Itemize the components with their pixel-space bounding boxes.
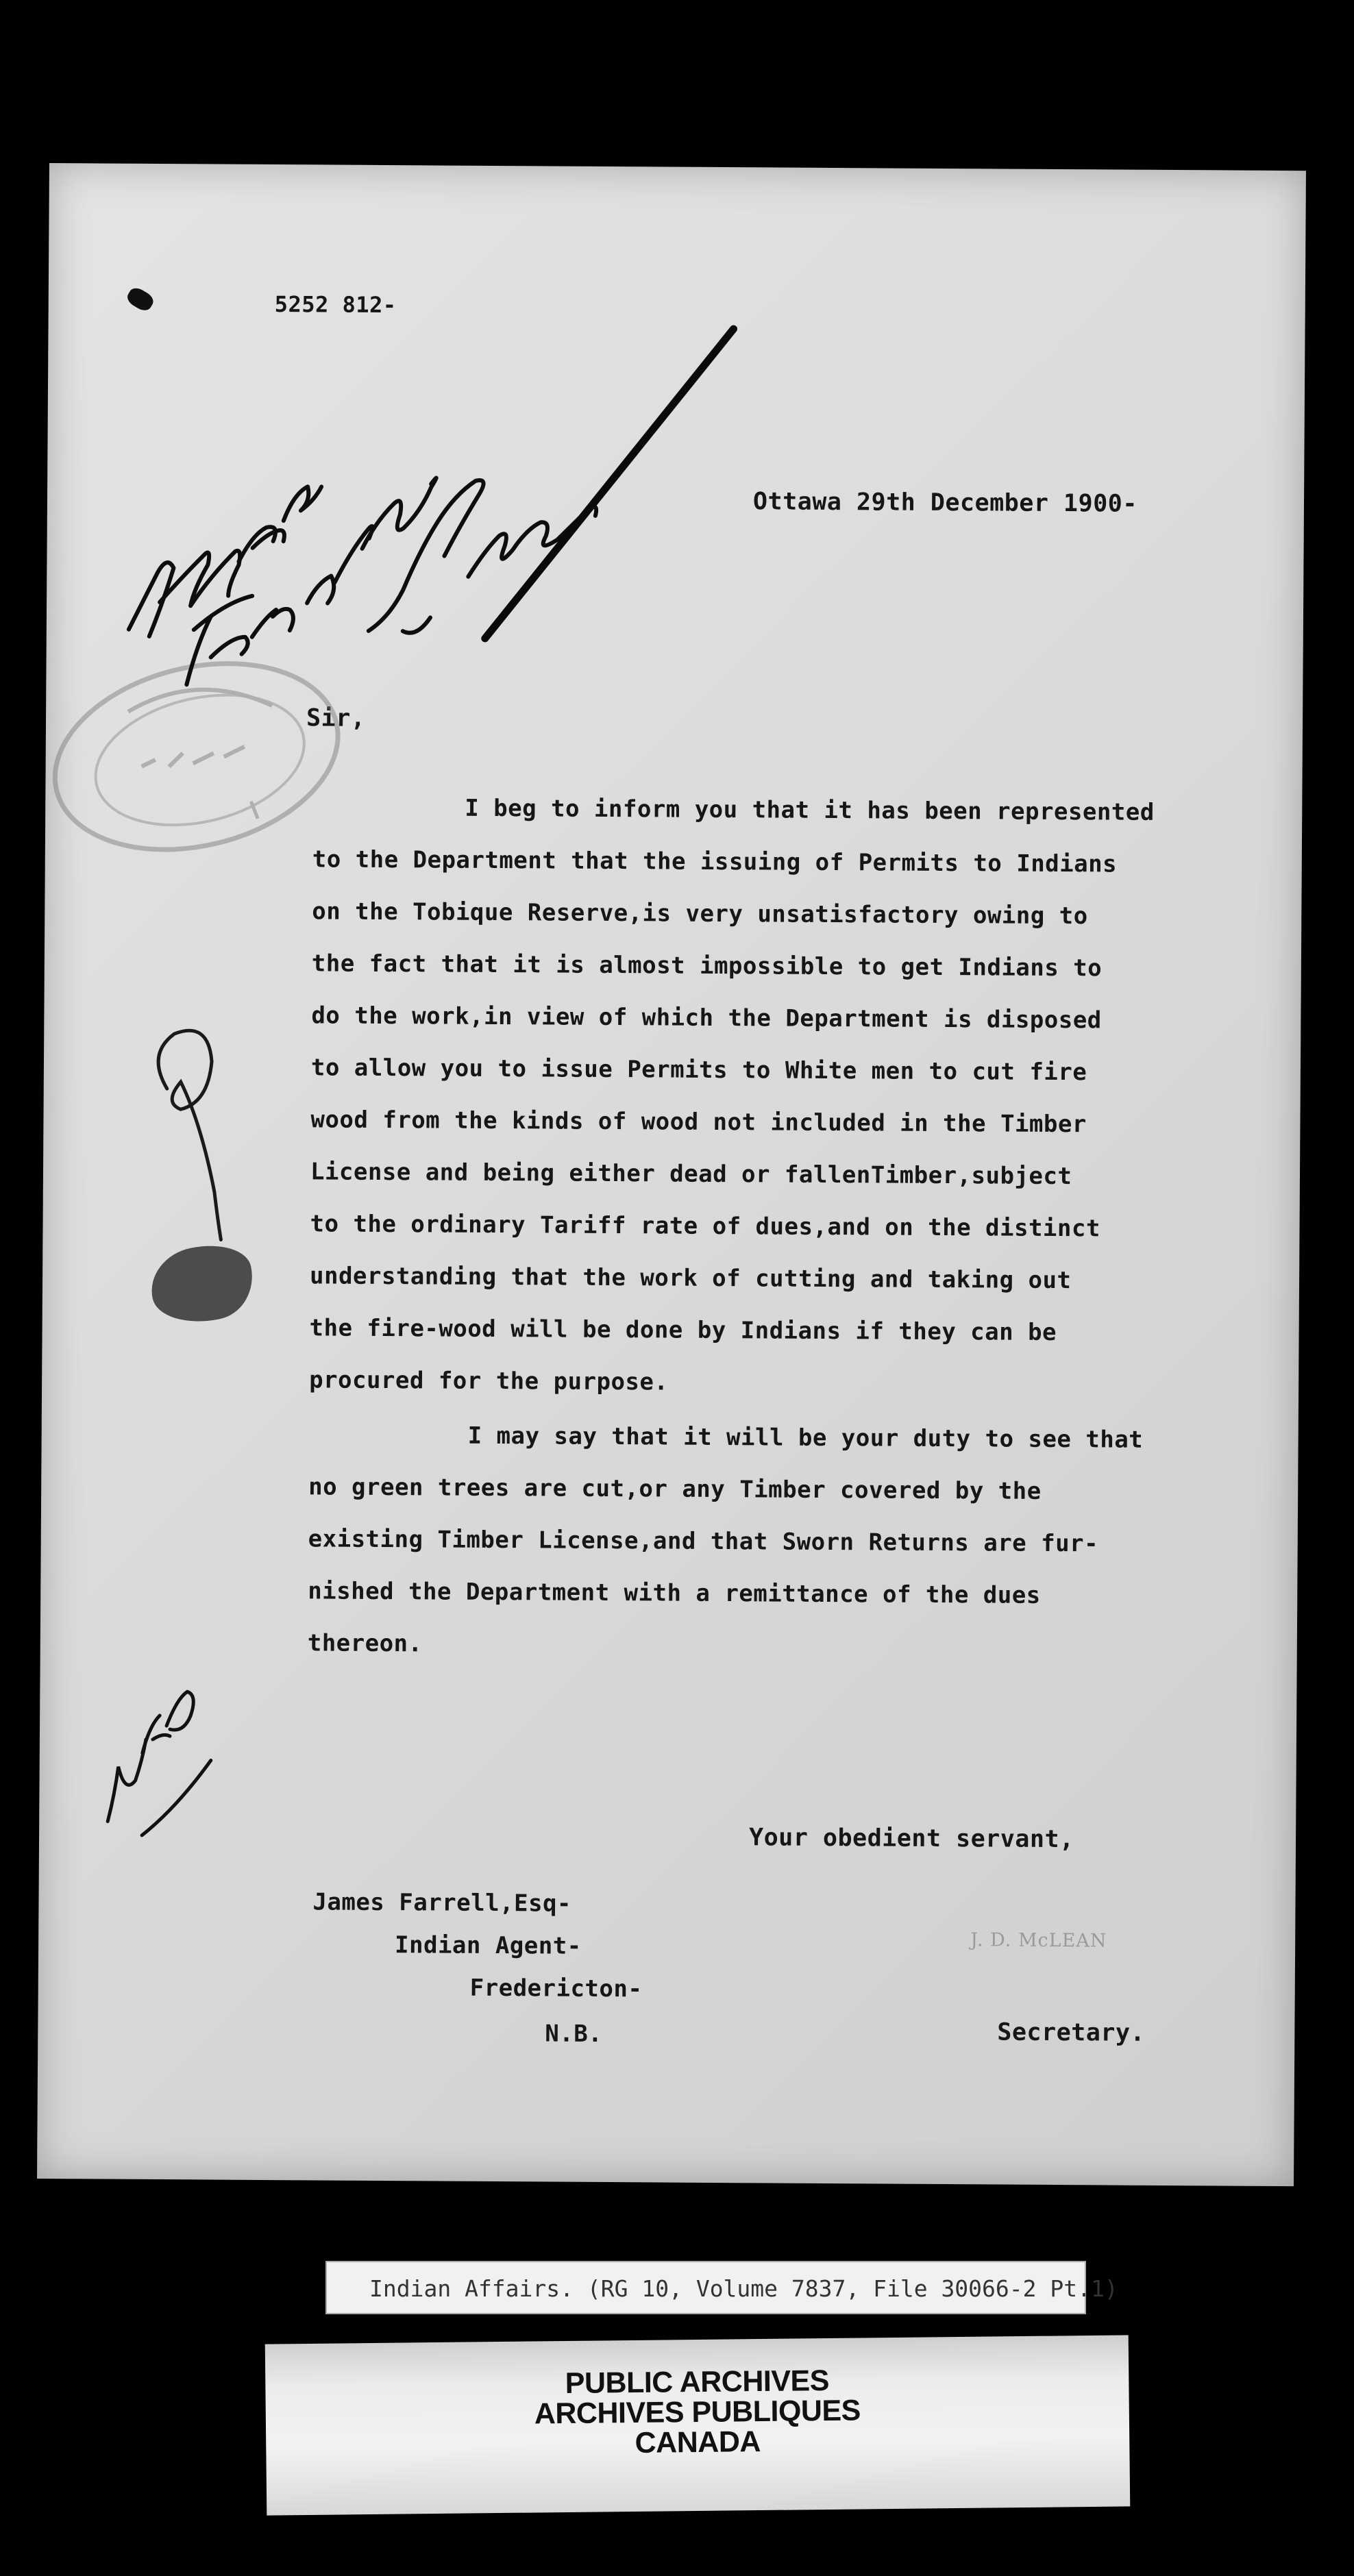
date-line: Ottawa 29th December 1900- <box>752 488 1137 518</box>
ink-spot <box>125 285 156 314</box>
body-line: the fire-wood will be done by Indians if they can be <box>309 1314 1057 1347</box>
addressee-province: N.B. <box>545 2020 603 2048</box>
body-line: to the Department that the issuing of Permits to Indians <box>312 845 1118 878</box>
received-stamp <box>37 634 358 879</box>
body-line: no green trees are cut,or any Timber covered by the <box>308 1473 1042 1505</box>
body-line: procured for the purpose. <box>309 1366 669 1396</box>
body-line: to allow you to issue Permits to White men to cut fire <box>310 1054 1087 1087</box>
signoff-title: Secretary. <box>997 2018 1146 2047</box>
body-line: thereon. <box>307 1629 423 1658</box>
handwritten-note <box>128 476 596 687</box>
signature-stamp: J. D. McLEAN <box>970 1929 1107 1952</box>
body-line: the fact that it is almost impossible to get Indians to <box>311 950 1103 982</box>
body-line: nished the Department with a remittance of the dues <box>308 1577 1041 1609</box>
body-line: do the work,in view of which the Department is disposed <box>311 1002 1102 1035</box>
archive-stamp-strip <box>265 2335 1131 2515</box>
body-line: to the ordinary Tariff rate of dues,and on the distinct <box>310 1210 1100 1243</box>
body-line: existing Timber License,and that Sworn Returns are fur- <box>308 1525 1099 1558</box>
addressee-title: Indian Agent- <box>394 1931 582 1960</box>
body-line: I may say that it will be your duty to see that <box>467 1422 1144 1454</box>
closing-phrase: Your obedient servant, <box>748 1824 1074 1854</box>
salutation: Sir, <box>306 704 366 732</box>
archive-stamp-line: CANADA <box>635 2425 761 2460</box>
body-line: wood from the kinds of wood not included in the Timber <box>310 1106 1087 1139</box>
addressee-name: James Farrell,Esq- <box>312 1888 572 1918</box>
file-reference-number: 5252 812- <box>274 291 397 319</box>
ink-slash-line <box>485 327 734 640</box>
letter-page <box>37 163 1306 2186</box>
body-line: understanding that the work of cutting and taking out <box>309 1262 1072 1295</box>
body-line: on the Tobique Reserve,is very unsatisfactory owing to <box>312 897 1088 930</box>
archive-stamp-line: PUBLIC ARCHIVES <box>565 2364 830 2401</box>
margin-loop-mark <box>158 1030 223 1240</box>
archive-reference-label: Indian Affairs. (RG 10, Volume 7837, File 30066-2 Pt.1) <box>325 2261 1086 2314</box>
body-line: I beg to inform you that it has been represented <box>465 794 1155 826</box>
margin-initials-handwriting <box>108 1692 211 1836</box>
ink-blot <box>144 1237 260 1331</box>
body-line: License and being either dead or fallenTimber,subject <box>310 1158 1072 1191</box>
addressee-city: Fredericton- <box>469 1974 643 2003</box>
archive-stamp-line: ARCHIVES PUBLIQUES <box>534 2394 861 2431</box>
